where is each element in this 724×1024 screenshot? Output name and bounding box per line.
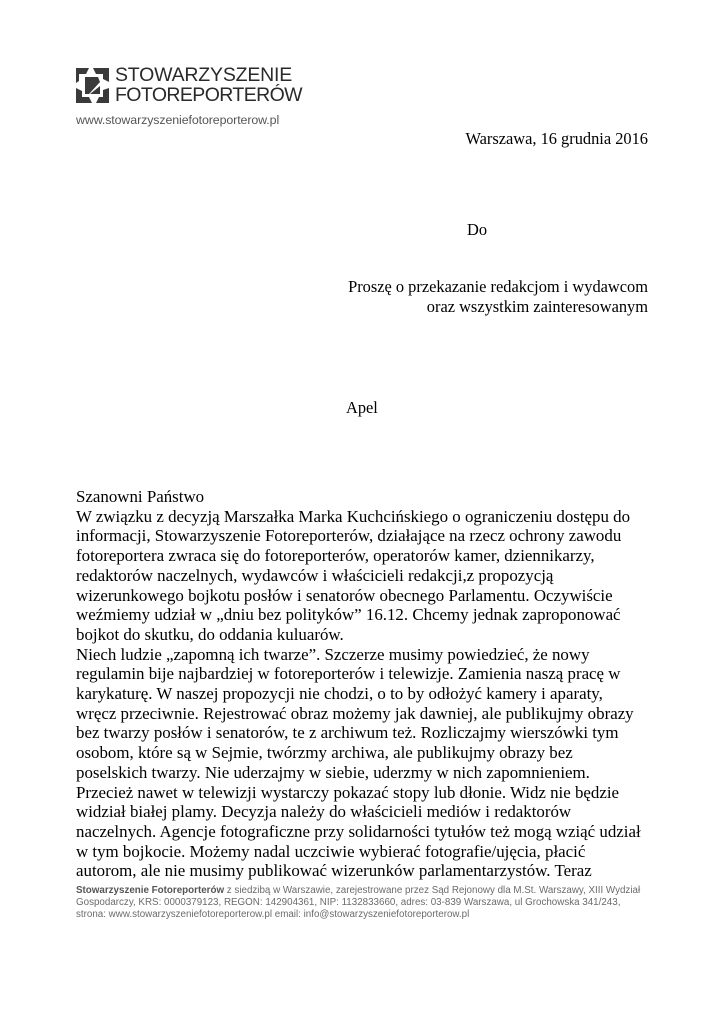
body-line: osobom, które są w Sejmie, twórzmy archiwa, ale publikujmy obrazy bez: [76, 743, 573, 763]
footer-line-1-rest: z siedzibą w Warszawie, zarejestrowane przez Sąd Rejonowy dla M.St. Warszawy, XIII Wydział: [224, 885, 641, 896]
body-line: redaktorów naczelnych, wydawców i właścicieli redakcji,z propozycją: [76, 565, 554, 585]
distribution-request: [330, 277, 648, 317]
organization-logo: [76, 66, 302, 105]
body-line: karykaturę. W naszej propozycji nie chodzi, o to by odłożyć kamery i aparaty,: [76, 684, 603, 704]
body-line: W związku z decyzją Marszałka Marka Kuchcińskiego o ograniczeniu dostępu do: [76, 506, 631, 526]
page-footer: [76, 885, 656, 922]
salutation: Szanowni Państwo: [76, 487, 205, 506]
request-line: oraz wszystkim zainteresowanym: [426, 297, 648, 316]
body-line: informacji, Stowarzyszenie Fotoreporterów, działające na rzecz ochrony zawodu: [76, 526, 622, 546]
logo-wordmark: [115, 66, 302, 105]
website-url: www.stowarzyszeniefotoreporterow.pl: [76, 113, 280, 127]
body-line: naczelnych. Agencje fotograficzne przy solidarności tytułów też mogą wziąć udział: [76, 821, 641, 841]
body-line: fotoreportera zwraca się do fotoreporterów, operatorów kamer, dziennikarzy,: [76, 546, 595, 566]
body-line: Niech ludzie „zapomną ich twarze”. Szczerze musimy powiedzieć, że nowy: [76, 644, 590, 664]
body-line: wręcz przeciwnie. Rejestrować obraz możemy jak dawniej, ale publikujmy obrazy: [76, 703, 634, 723]
body-line: regulamin bije najbardziej w fotoreporterów i telewizje. Zamienia naszą pracę w: [76, 664, 621, 684]
body-line: bez twarzy posłów i senatorów, te z archiwum też. Rozliczajmy wierszówki tym: [76, 723, 619, 743]
footer-line-2: Gospodarczy, KRS: 0000379123, REGON: 142904361, NIP: 1132833660, adres: 03-839 Warszawa, ul Grochowska 341/243,: [76, 897, 621, 909]
body-line: autorom, ale nie musimy publikować wizerunków parlamentarzystów. Teraz: [76, 861, 592, 881]
footer-line-3: strona: www.stowarzyszeniefotoreporterow.pl email: info@stowarzyszeniefotoreporterow.pl: [76, 909, 470, 921]
letter-date: Warszawa, 16 grudnia 2016: [465, 129, 648, 148]
logo-line-2: FOTOREPORTERÓW: [115, 83, 302, 106]
logo-line-1: STOWARZYSZENIE: [115, 64, 293, 86]
request-line: Proszę o przekazanie redakcjom i wydawcom: [348, 277, 648, 296]
footer-line-1: [76, 885, 656, 897]
body-line: wizerunkowego bojkotu posłów i senatorów obecnego Parlamentu. Oczywiście: [76, 585, 613, 605]
letter-title: Apel: [346, 398, 378, 417]
letter-body: [76, 487, 656, 881]
body-line: widział białej plamy. Decyzja należy do właścicieli mediów i redaktorów: [76, 802, 572, 822]
body-line: w tym bojkocie. Możemy nadal uczciwie wybierać fotografie/ujęcia, płacić: [76, 841, 586, 861]
body-line: Przecież nawet w telewizji wystarczy pokazać stopy lub dłonie. Widz nie będzie: [76, 782, 620, 802]
body-line: weźmiemy udział w „dniu bez polityków” 16.12. Chcemy jednak zaproponować: [76, 605, 621, 625]
camera-aperture-logo-icon: [76, 68, 109, 103]
footer-org-name: Stowarzyszenie Fotoreporterów: [76, 885, 225, 896]
recipient-label: Do: [467, 220, 488, 239]
body-line: poselskich twarzy. Nie uderzajmy w siebie, uderzmy w nich zapomnieniem.: [76, 762, 590, 782]
body-line: bojkot do skutku, do oddania kuluarów.: [76, 624, 344, 644]
